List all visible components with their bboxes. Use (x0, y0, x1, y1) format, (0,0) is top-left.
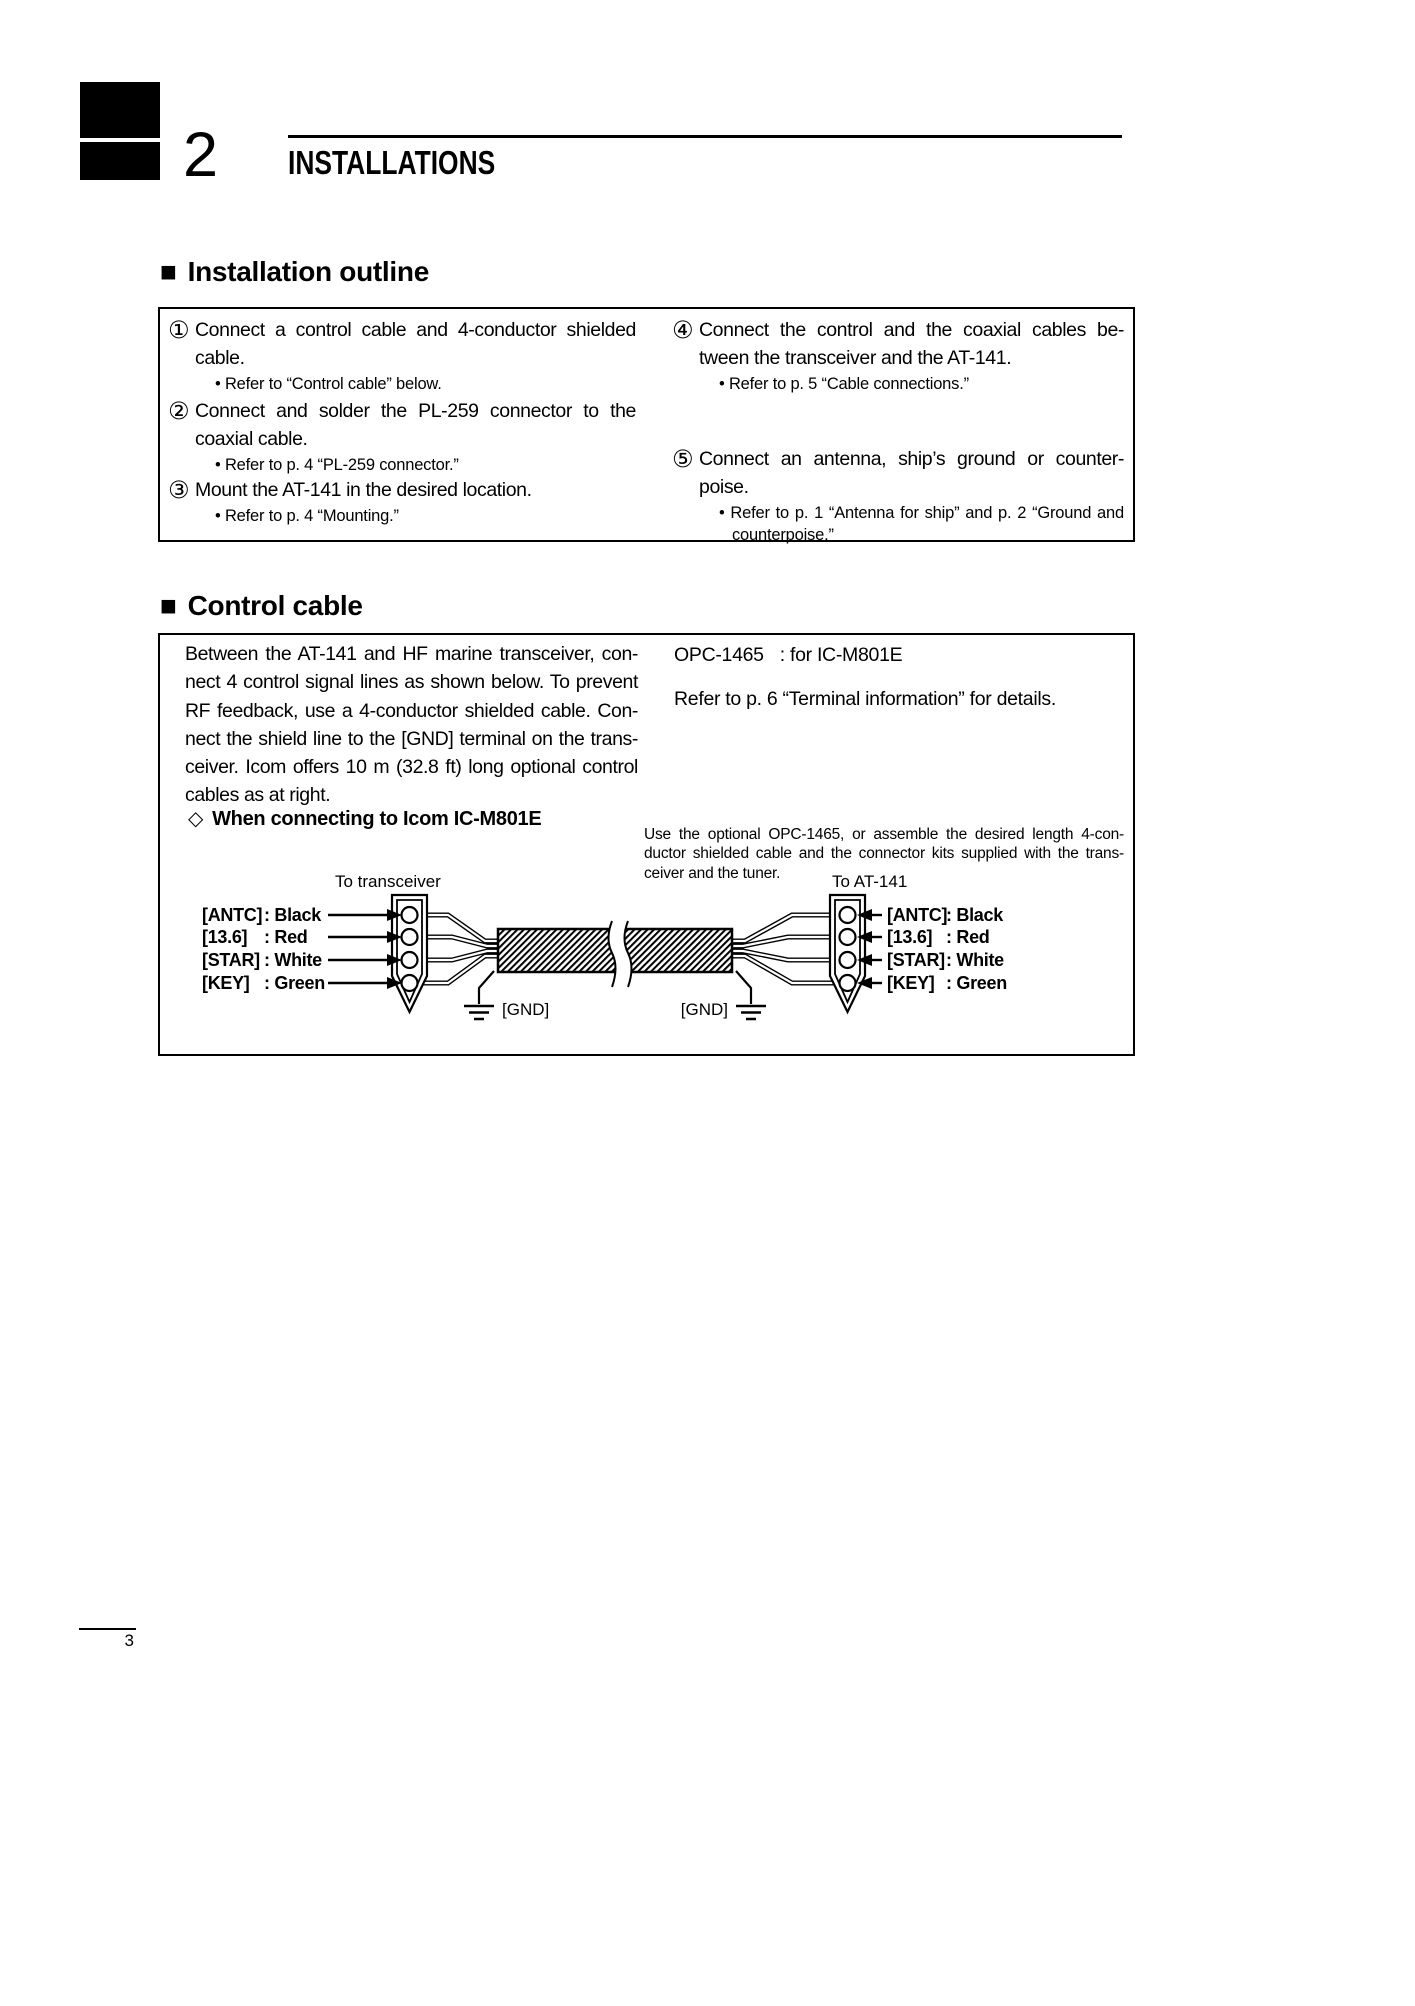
opc-model: OPC-1465 (674, 644, 764, 666)
pin-circle (840, 975, 856, 991)
item-ref-line: • Refer to p. 1 “Antenna for ship” and p. 2 “Ground and (719, 504, 1124, 522)
pin-circle (402, 929, 418, 945)
subheading-text: When connecting to Icom IC-M801E (212, 808, 542, 830)
right-ground-symbol (736, 971, 766, 1019)
item-number: ③ (168, 476, 190, 504)
pin-color-label: : Red (264, 927, 308, 947)
note-line: ductor shielded cable and the connector kits supplied with the trans- (644, 845, 1124, 863)
right-wires (730, 915, 839, 983)
diamond-icon: ◇ (188, 808, 204, 830)
chapter-number: 2 (183, 120, 219, 190)
item-ref-line: counterpoise.” (732, 525, 834, 544)
chapter-marker-square-top (80, 82, 160, 138)
pin-color-label: : Green (264, 973, 325, 993)
item-text-line: poise. (699, 476, 749, 498)
outline-item-3 (168, 476, 636, 528)
item-ref-line: • Refer to p. 4 “PL-259 connector.” (215, 456, 459, 474)
pin-circle (840, 952, 856, 968)
pin-circle (402, 952, 418, 968)
item-text-line: Connect and solder the PL-259 connector to the (195, 400, 636, 422)
item-text-line: Mount the AT-141 in the desired location. (195, 479, 532, 501)
pin-circle (840, 907, 856, 923)
item-text-line: Connect the control and the coaxial cables be- (699, 319, 1124, 341)
outline-item-4 (672, 316, 1124, 396)
section-heading-control-cable (160, 590, 363, 622)
pin-term-label: [STAR] (887, 950, 945, 970)
pin-color-label: : Black (946, 905, 1003, 925)
page-title: INSTALLATIONS (288, 144, 496, 181)
outline-box (158, 307, 1135, 542)
title-rule (288, 135, 1122, 138)
page-number: 3 (124, 1631, 134, 1650)
item-ref-line: • Refer to p. 4 “Mounting.” (215, 507, 399, 525)
chapter-marker-square-bottom (80, 142, 160, 180)
outline-item-5 (672, 445, 1124, 546)
note-line: Use the optional OPC-1465, or assemble the desired length 4-con- (644, 826, 1124, 843)
item-number: ④ (672, 316, 694, 344)
pin-term-label: [13.6] (202, 927, 248, 947)
pin-term-label: [13.6] (887, 927, 933, 947)
left-connector (392, 895, 427, 1012)
pin-term-label: [STAR] (202, 950, 260, 970)
item-ref-line: • Refer to p. 5 “Cable connections.” (719, 375, 969, 393)
item-text-line: Connect a control cable and 4-conductor shielded (195, 319, 636, 341)
right-gnd-label: [GND] (680, 1000, 728, 1019)
left-wires (418, 915, 500, 983)
left-gnd-label: [GND] (502, 1000, 550, 1019)
pin-term-label: [KEY] (202, 973, 250, 993)
right-connector-title: To AT-141 (832, 872, 908, 891)
pin-circle (402, 907, 418, 923)
item-text-line: tween the transceiver and the AT-141. (699, 347, 1012, 369)
note-line: ceiver and the tuner. (644, 864, 781, 882)
pin-color-label: : Black (264, 905, 321, 925)
control-cable-box (158, 633, 1135, 1056)
section-heading-installation-outline (160, 256, 429, 288)
wiring-diagram (160, 635, 1133, 1054)
pin-term-label: [KEY] (887, 973, 935, 993)
item-text-line: cable. (195, 347, 245, 369)
item-number: ⑤ (672, 445, 694, 473)
left-connector-title: To transceiver (335, 872, 441, 891)
paragraph-line: nect 4 control signal lines as shown below. To prevent (185, 671, 638, 694)
pin-term-label: [ANTC] (202, 905, 263, 925)
refer-terminal-line: Refer to p. 6 “Terminal information” for details. (674, 688, 1056, 710)
item-number: ② (168, 397, 190, 425)
section-heading-text: Control cable (187, 590, 363, 621)
pin-color-label: : White (946, 950, 1004, 970)
outline-item-1 (168, 316, 636, 396)
item-text-line: coaxial cable. (195, 428, 308, 450)
section-square-icon: ■ (160, 256, 177, 287)
item-number: ① (168, 316, 190, 344)
pin-term-label: [ANTC] (887, 905, 948, 925)
pin-color-label: : White (264, 950, 322, 970)
pin-color-label: : Red (946, 927, 990, 947)
section-heading-text: Installation outline (187, 256, 429, 287)
item-text-line: Connect an antenna, ship’s ground or counter- (699, 448, 1124, 470)
paragraph-line: ceiver. Icom offers 10 m (32.8 ft) long optional control (185, 756, 638, 779)
paragraph-line: RF feedback, use a 4-conductor shielded cable. Con- (185, 699, 638, 722)
footer-rule (79, 1628, 136, 1630)
right-pin-labels (857, 905, 1007, 993)
right-connector (830, 895, 865, 1012)
left-pin-labels (202, 905, 402, 993)
shielded-cable (498, 921, 732, 987)
pin-circle (402, 975, 418, 991)
left-ground-symbol (464, 971, 494, 1019)
pin-color-label: : Green (946, 973, 1007, 993)
section-square-icon: ■ (160, 590, 177, 621)
paragraph-line: nect the shield line to the [GND] terminal on the trans- (185, 727, 638, 750)
paragraph-line: Between the AT-141 and HF marine transceiver, con- (185, 643, 638, 665)
outline-item-2 (168, 397, 636, 477)
opc-desc: : for IC-M801E (779, 644, 903, 666)
item-ref-line: • Refer to “Control cable” below. (215, 375, 442, 393)
pin-circle (840, 929, 856, 945)
paragraph-line: cables as at right. (185, 784, 331, 807)
